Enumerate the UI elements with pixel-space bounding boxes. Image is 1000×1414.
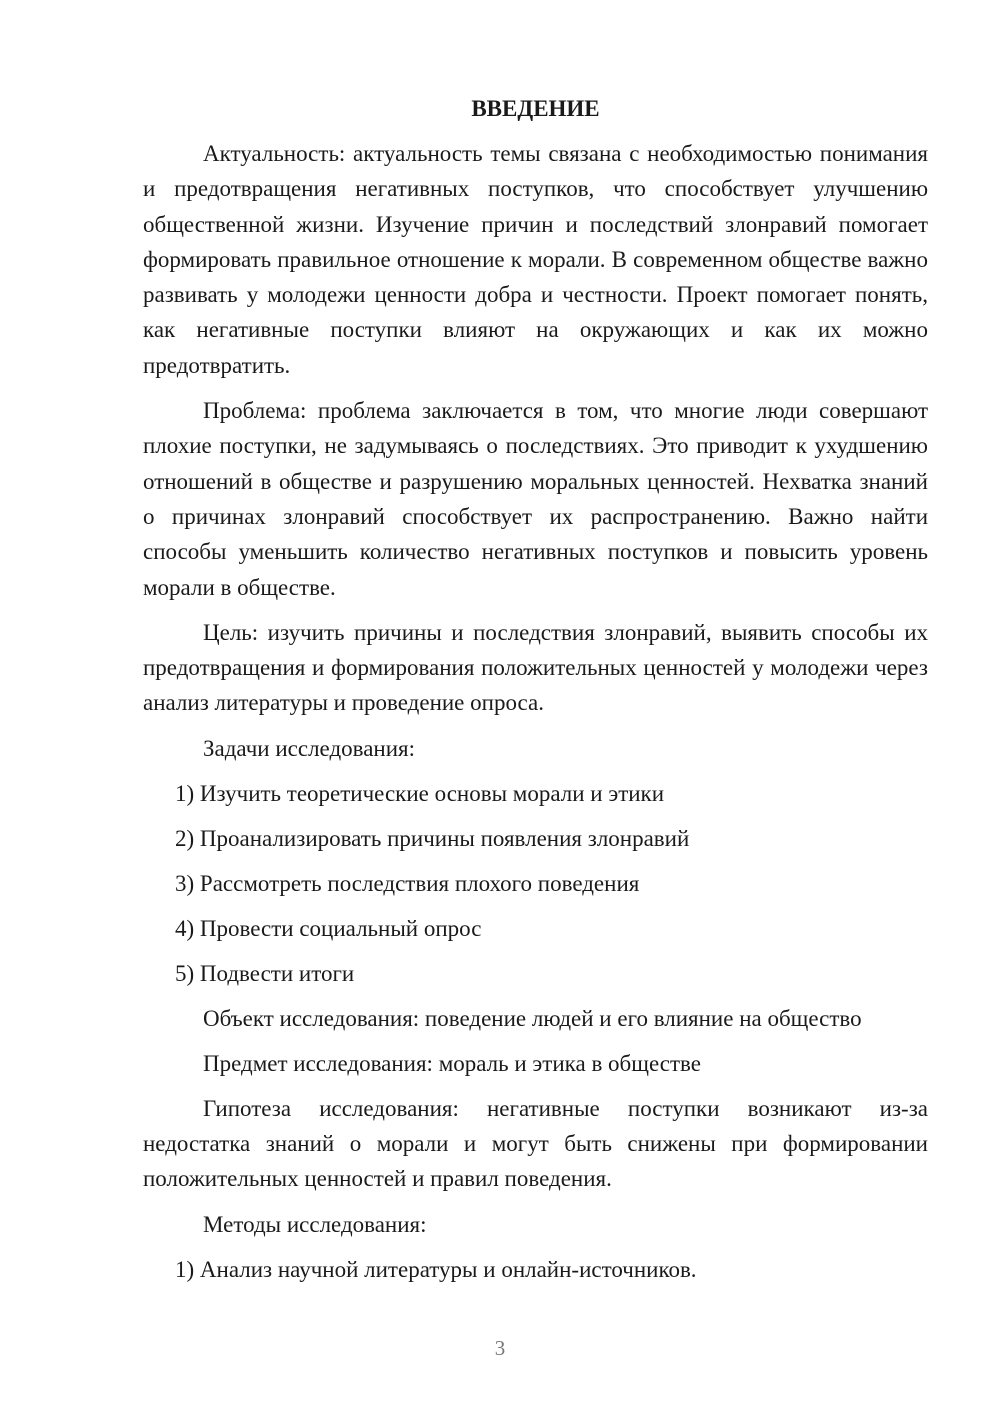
research-object: Объект исследования: поведение людей и его влияние на общество [203,1005,862,1031]
relevance-paragraph: Актуальность: актуальность темы связана с необходимостью понимания и предотвращения негативных поступков, что способствует улучшению общественной жизни. Изучение причин и последствий злонравий помогает формировать правильное отношение к морали. В современном обществе важно развивать у молодежи ценности добра и честности. Проект помогает понять, как негативные поступки влияют на окружающих и как их можно предотвратить. [143,141,928,378]
task-item: 2) Проанализировать причины появления злонравий [175,825,690,851]
problem-paragraph: Проблема: проблема заключается в том, что многие люди совершают плохие поступки, не задумываясь о последствиях. Это приводит к ухудшению отношений в обществе и разрушению моральных ценностей. Нехватка знаний о причинах злонравий способствует их распространению. Важно найти способы уменьшить количество негативных поступков и повысить уровень морали в обществе. [143,398,928,600]
page-number: 3 [494,1336,506,1360]
task-item: 4) Провести социальный опрос [175,915,482,941]
task-item: 5) Подвести итоги [175,960,355,986]
document-page [143,94,928,1297]
research-subject: Предмет исследования: мораль и этика в обществе [203,1050,701,1076]
method-item: 1) Анализ научной литературы и онлайн-источников. [175,1256,697,1282]
section-title: ВВЕДЕНИЕ [471,96,600,121]
tasks-heading: Задачи исследования: [203,735,416,761]
task-item: 3) Рассмотреть последствия плохого поведения [175,870,640,896]
hypothesis-paragraph: Гипотеза исследования: негативные поступки возникают из-за недостатка знаний о морали и могут быть снижены при формировании положительных ценностей и правил поведения. [143,1095,928,1192]
methods-heading: Методы исследования: [203,1211,427,1237]
goal-paragraph: Цель: изучить причины и последствия злонравий, выявить способы их предотвращения и формирования положительных ценностей у молодежи через анализ литературы и проведение опроса. [143,619,928,716]
task-item: 1) Изучить теоретические основы морали и этики [175,780,665,806]
